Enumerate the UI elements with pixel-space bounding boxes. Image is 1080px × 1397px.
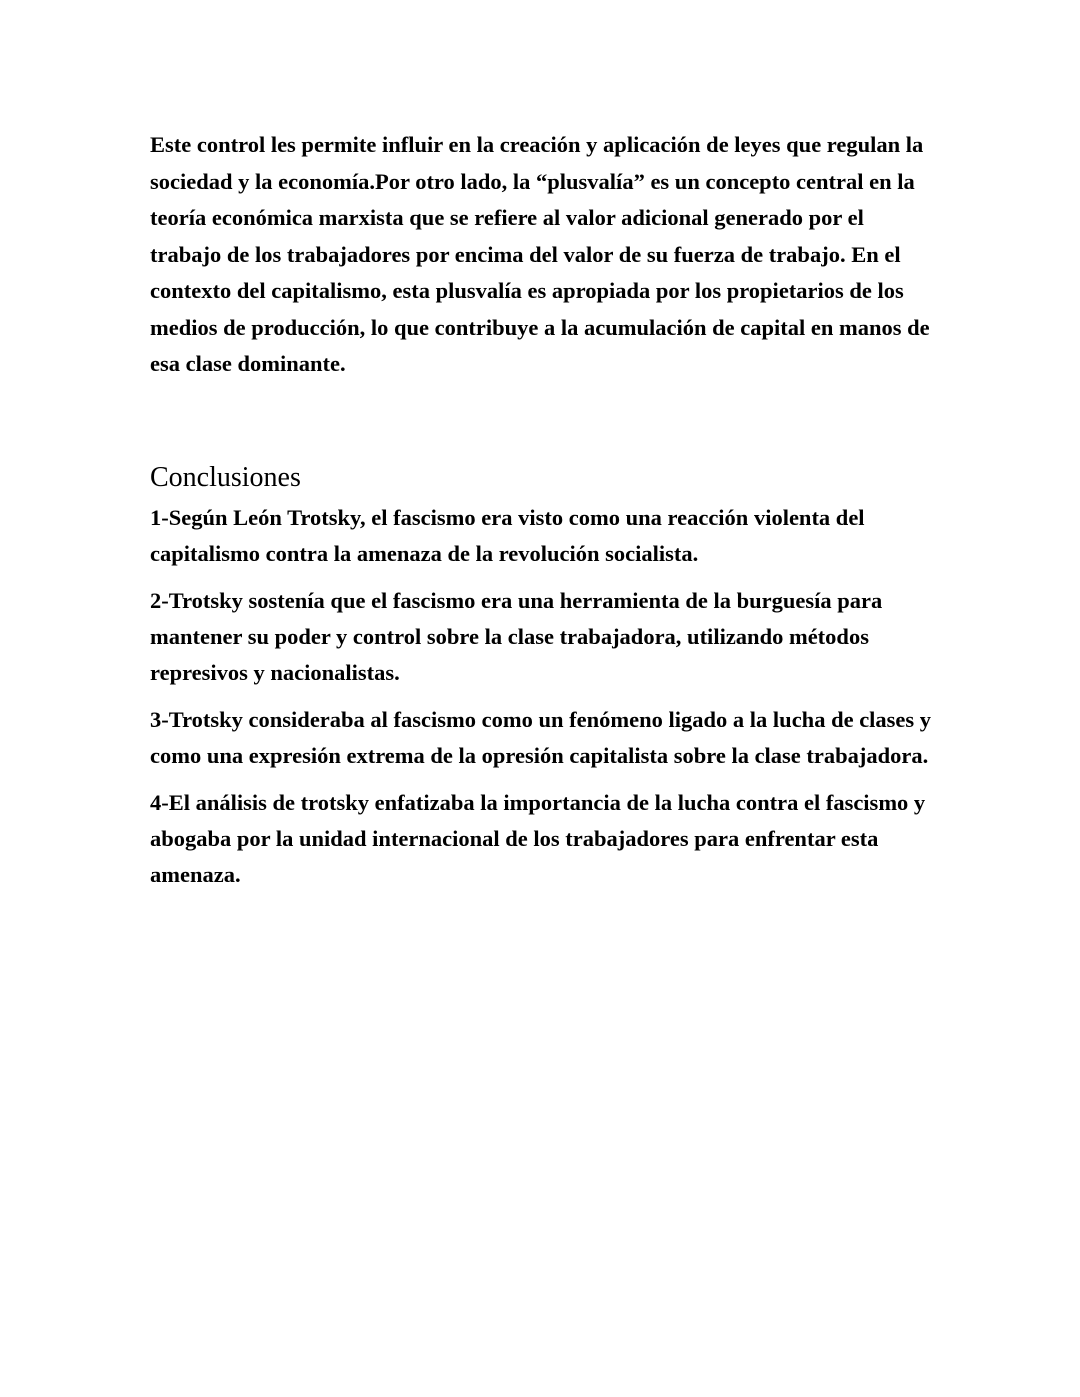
document-body (150, 127, 940, 893)
conclusion-item-3: 3-Trotsky consideraba al fascismo como un fenómeno ligado a la lucha de clases y como una expresión extrema de la opresión capitalista sobre la clase trabajadora. (150, 706, 932, 768)
conclusions-list (150, 500, 940, 893)
conclusion-item-2: 2-Trotsky sostenía que el fascismo era una herramienta de la burguesía para mantener su poder y control sobre la clase trabajadora, utilizando métodos represivos y nacionalistas. (150, 587, 883, 685)
intro-paragraph: Este control les permite influir en la creación y aplicación de leyes que regulan la sociedad y la economía.Por otro lado, la “plusvalía” es un concepto central en la teoría económica marxista que se refiere al valor adicional generado por el trabajo de los trabajadores por encima del valor de su fuerza de trabajo. En el contexto del capitalismo, esta plusvalía es apropiada por los propietarios de los medios de producción, lo que contribuye a la acumulación de capital en manos de esa clase dominante. (150, 132, 930, 376)
conclusion-item-1: 1-Según León Trotsky, el fascismo era visto como una reacción violenta del capitalismo contra la amenaza de la revolución socialista. (150, 504, 865, 566)
conclusion-item-4: 4-El análisis de trotsky enfatizaba la importancia de la lucha contra el fascismo y abogaba por la unidad internacional de los trabajadores para enfrentar esta amenaza. (150, 789, 926, 887)
conclusions-heading: Conclusiones (150, 461, 301, 493)
